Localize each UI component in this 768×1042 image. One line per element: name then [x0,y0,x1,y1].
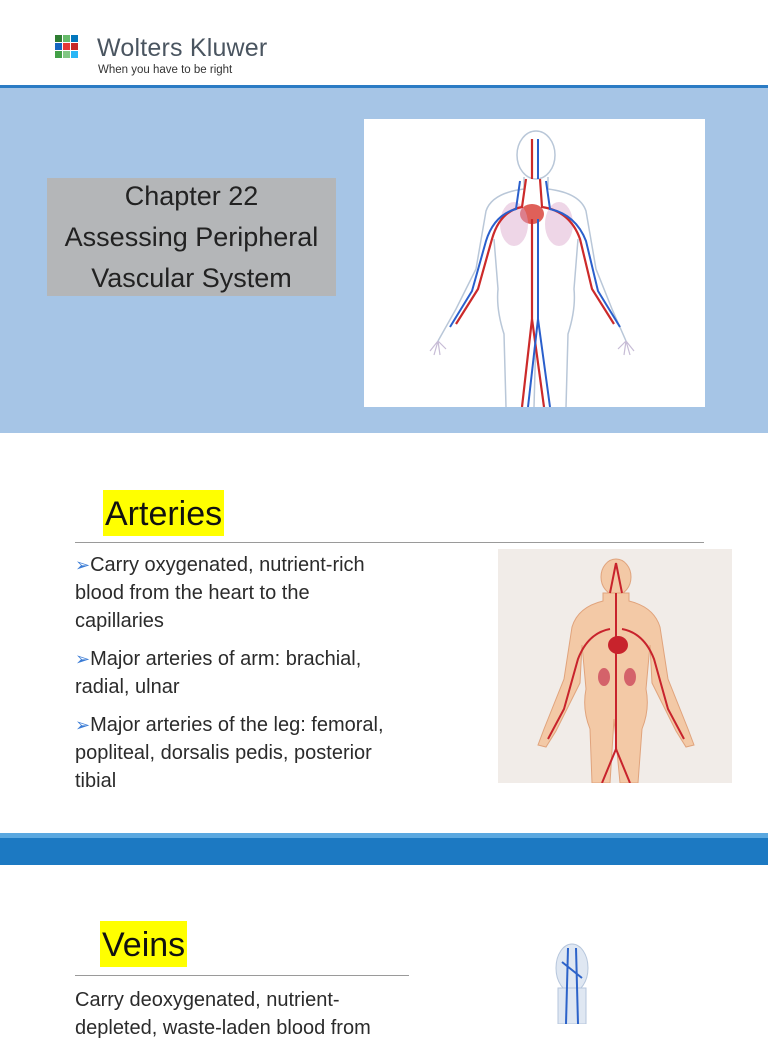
arteries-heading-rule [75,542,704,543]
bullet-text: capillaries [75,610,164,632]
bullet-text: Major arteries of arm: brachial, [90,648,362,670]
bullet-text: Major arteries of the leg: femoral, [90,714,384,736]
arrow-bullet-icon: ➢ [75,555,91,575]
bullet-text: blood from the heart to the [75,582,310,604]
chapter-title-line: Assessing Peripheral [64,222,319,252]
arteries-bullet-1 [75,551,475,635]
wolters-kluwer-logo-icon [48,32,86,62]
arterial-system-image [498,549,732,783]
brand-name: Wolters Kluwer [97,34,268,62]
bullet-text: Carry oxygenated, nutrient-rich [90,554,365,576]
circulatory-system-image [364,119,705,407]
body-text-line: Carry deoxygenated, nutrient- [75,989,340,1011]
veins-heading-rule [75,975,409,976]
arteries-bullet-2 [75,645,475,701]
arteries-heading: Arteries [103,490,224,536]
arrow-bullet-icon: ➢ [75,715,91,735]
arteries-bullet-3 [75,711,475,795]
bullet-text: tibial [75,770,117,792]
bullet-text: radial, ulnar [75,676,180,698]
chapter-title-box [47,178,336,296]
chapter-title-line: Chapter 22 [124,181,259,211]
veins-heading: Veins [100,921,187,967]
brand-tagline: When you have to be right [98,64,233,76]
bullet-text: popliteal, dorsalis pedis, posterior [75,742,372,764]
venous-system-image [412,942,748,1024]
arrow-bullet-icon: ➢ [75,649,91,669]
veins-body-text [75,986,405,1042]
chapter-title-line: Vascular System [91,263,292,293]
body-text-line: depleted, waste-laden blood from [75,1017,371,1039]
slide-divider-band [0,838,768,865]
